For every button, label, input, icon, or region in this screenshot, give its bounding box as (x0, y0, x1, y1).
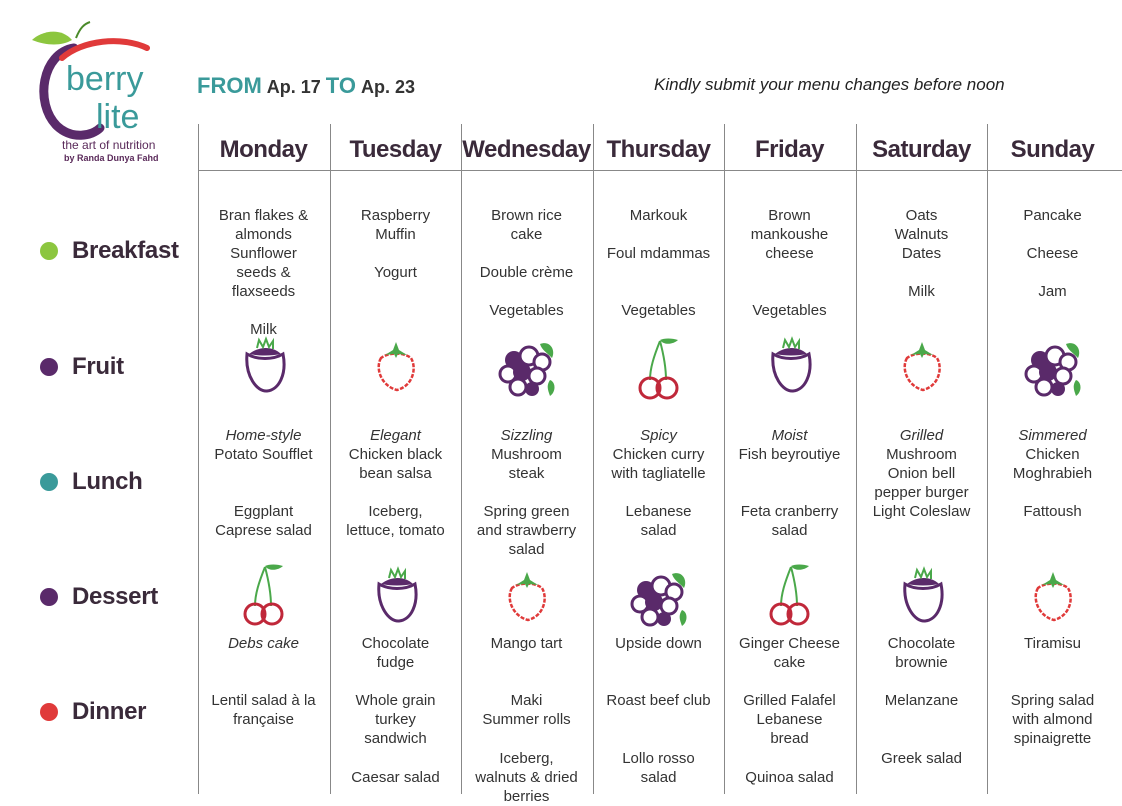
breakfast-line: Oats (905, 207, 938, 224)
brand-name-top: berry (66, 60, 144, 98)
cherry-icon (634, 336, 684, 406)
lunch-side-line: Spring green (483, 503, 570, 520)
meal-label-breakfast (40, 236, 179, 266)
dinner-side-line: Iceberg, (499, 750, 554, 767)
lunch-style: Elegant (370, 427, 421, 444)
dessert-line: Mango tart (490, 635, 563, 652)
breakfast-line: seeds & (236, 264, 291, 281)
day-header: Saturday (872, 136, 971, 163)
lunch-line: Chicken curry (612, 446, 705, 463)
lunch-side-line: salad (771, 522, 808, 539)
breakfast-line: Pancake (1023, 207, 1082, 224)
brand-tagline: the art of nutrition (62, 138, 156, 152)
lunch-line: Fish beyroutiye (738, 446, 841, 463)
meal-label-text: Lunch (72, 468, 143, 495)
lunch-line: bean salsa (359, 465, 432, 482)
day-header: Friday (754, 136, 825, 163)
breakfast-line: Vegetables (752, 302, 827, 319)
breakfast-line: mankoushe (750, 226, 829, 243)
dinner-side-line: berries (503, 788, 550, 805)
dinner-line: with almond (1012, 711, 1093, 728)
grapes-icon (496, 336, 558, 406)
day-column-wednesday (461, 0, 592, 805)
dinner-side-line: Quinoa salad (745, 769, 834, 786)
dessert-line: brownie (895, 654, 948, 671)
lunch-line: Mushroom (491, 446, 562, 463)
day-column-tuesday (330, 0, 461, 794)
fig-icon (371, 566, 421, 631)
dinner-line: Roast beef club (606, 692, 711, 709)
breakfast-line: Muffin (375, 226, 416, 243)
dessert-line: Ginger Cheese (739, 635, 840, 652)
dinner-line: Spring salad (1010, 692, 1095, 709)
lunch-side-line: Feta cranberry (740, 503, 839, 520)
dinner-line: sandwich (364, 730, 427, 747)
meal-label-text: Dinner (72, 698, 147, 725)
dinner-side-line: walnuts & dried (475, 769, 578, 786)
breakfast-line: Vegetables (489, 302, 564, 319)
lunch-side-line: and strawberry (476, 522, 577, 539)
lunch-style: Moist (771, 427, 808, 444)
lunch-line: Mushroom (886, 446, 957, 463)
day-column-friday (724, 0, 855, 794)
breakfast-line: Double crème (479, 264, 574, 281)
lunch-line: Chicken black (348, 446, 443, 463)
meal-dot-icon (40, 473, 58, 491)
breakfast-line: almonds (235, 226, 292, 243)
breakfast-line: Bran flakes & (218, 207, 309, 224)
lunch-style: Simmered (1018, 427, 1087, 444)
dinner-line: Lebanese (756, 711, 823, 728)
lunch-style: Grilled (899, 427, 944, 444)
breakfast-line: Vegetables (621, 302, 696, 319)
lunch-side-line: Fattoush (1023, 503, 1082, 520)
dinner-line: Lentil salad à la (211, 692, 316, 709)
dinner-side-line: salad (640, 769, 677, 786)
lunch-side-line: Iceberg, (368, 503, 423, 520)
day-header: Wednesday (462, 136, 591, 163)
breakfast-line: Cheese (1026, 245, 1079, 262)
lunch-line: pepper burger (874, 484, 969, 501)
lunch-side-line: Eggplant (233, 503, 294, 520)
dinner-line: Whole grain (355, 692, 436, 709)
lunch-line: with tagliatelle (611, 465, 706, 482)
dessert-line: Chocolate (361, 635, 430, 652)
lunch-style: Home-style (225, 427, 302, 444)
grapes-icon (1022, 336, 1084, 406)
day-header: Monday (219, 136, 308, 163)
meal-label-text: Fruit (72, 353, 124, 380)
dinner-line: bread (770, 730, 809, 747)
day-header: Tuesday (349, 136, 442, 163)
day-column-thursday (593, 0, 724, 794)
strawberry-icon (502, 566, 552, 631)
dessert-line: Chocolate (887, 635, 956, 652)
dessert-line: Tiramisu (1024, 635, 1081, 652)
lunch-side-line: salad (640, 522, 677, 539)
breakfast-line: flaxseeds (231, 283, 296, 300)
lunch-line: Potato Soufflet (214, 446, 313, 463)
fig-icon (765, 336, 815, 401)
meal-label-dessert (40, 582, 158, 612)
day-column-saturday (856, 0, 987, 794)
dessert-line: fudge (376, 654, 415, 671)
dessert-line: Debs cake (228, 635, 299, 652)
fig-icon (897, 566, 947, 631)
dinner-line: turkey (375, 711, 416, 728)
day-column-sunday (987, 0, 1118, 794)
lunch-style: Spicy (640, 427, 677, 444)
breakfast-line: Sunflower (230, 245, 297, 262)
lunch-side-line: salad (508, 541, 545, 558)
lunch-side-line: Light Coleslaw (872, 503, 971, 520)
brand-byline: by Randa Dunya Fahd (64, 153, 159, 163)
dinner-side-line: Caesar salad (351, 769, 440, 786)
dinner-line: Maki (510, 692, 543, 709)
breakfast-line: Brown (768, 207, 811, 224)
day-header: Thursday (606, 136, 711, 163)
fig-icon (239, 336, 289, 401)
grapes-icon (628, 566, 690, 636)
lunch-style: Sizzling (500, 427, 553, 444)
cherry-icon (239, 562, 289, 632)
breakfast-line: Yogurt (374, 264, 417, 281)
breakfast-line: Markouk (629, 207, 688, 224)
dessert-line: Upside down (615, 635, 702, 652)
breakfast-line: cheese (765, 245, 814, 262)
to-label: TO (325, 73, 356, 98)
lunch-side-line: Lebanese (625, 503, 692, 520)
meal-label-text: Breakfast (72, 237, 179, 264)
meal-dot-icon (40, 358, 58, 376)
breakfast-line: Raspberry (360, 207, 431, 224)
strawberry-icon (897, 336, 947, 401)
dinner-line: française (233, 711, 294, 728)
day-header: Sunday (1010, 136, 1095, 163)
from-label: FROM (197, 73, 262, 98)
from-date: Ap. 17 (266, 77, 321, 97)
meal-label-lunch (40, 467, 143, 497)
day-column-monday (198, 0, 329, 794)
dessert-line: cake (773, 654, 806, 671)
dinner-line: spinaigrette (1013, 730, 1092, 747)
meal-label-fruit (40, 352, 124, 382)
lunch-line: Onion bell (887, 465, 956, 482)
submission-notice: Kindly submit your menu changes before noon (654, 75, 1005, 94)
dinner-side-line: Lollo rosso (622, 750, 695, 767)
dinner-line: Grilled Falafel (743, 692, 836, 709)
cherry-icon (765, 562, 815, 632)
lunch-line: Chicken (1025, 446, 1080, 463)
breakfast-line: Dates (901, 245, 942, 262)
meal-dot-icon (40, 588, 58, 606)
lunch-line: steak (508, 465, 545, 482)
breakfast-line: cake (510, 226, 543, 243)
dinner-side-line: Greek salad (881, 750, 962, 767)
meal-label-text: Dessert (72, 583, 158, 610)
lunch-side-line: Caprese salad (215, 522, 312, 539)
breakfast-line: Walnuts (894, 226, 949, 243)
breakfast-line: Milk (250, 321, 277, 338)
meal-dot-icon (40, 242, 58, 260)
meal-dot-icon (40, 703, 58, 721)
breakfast-line: Jam (1038, 283, 1067, 300)
brand-name-bottom: lite (96, 98, 140, 136)
to-date: Ap. 23 (360, 77, 415, 97)
strawberry-icon (371, 336, 421, 401)
meal-label-dinner (40, 697, 146, 727)
breakfast-line: Milk (908, 283, 935, 300)
breakfast-line: Brown rice (491, 207, 562, 224)
lunch-side-line: lettuce, tomato (346, 522, 445, 539)
strawberry-icon (1028, 566, 1078, 631)
dinner-line: Melanzane (884, 692, 959, 709)
breakfast-line: Foul mdammas (606, 245, 711, 262)
lunch-line: Moghrabieh (1012, 465, 1093, 482)
dinner-line: Summer rolls (482, 711, 571, 728)
